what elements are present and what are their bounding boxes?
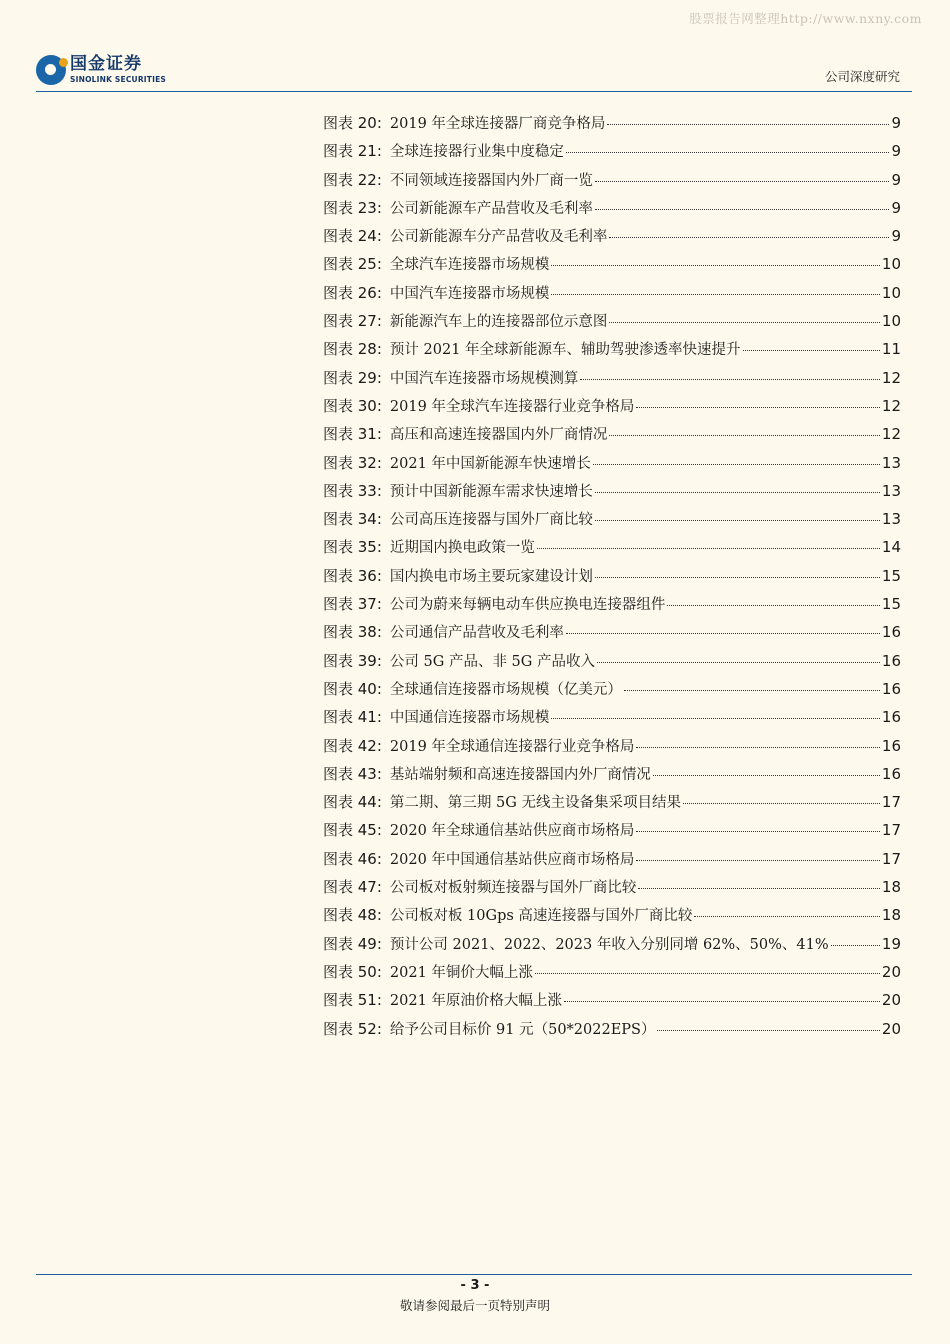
label-colon: : <box>376 453 382 472</box>
page-ref: 12 <box>881 396 901 415</box>
figure-label: 图表 40 <box>323 679 377 698</box>
toc-entry[interactable] <box>323 735 901 763</box>
toc-entry[interactable] <box>323 904 901 932</box>
figure-label: 图表 50 <box>323 962 377 981</box>
label-colon: : <box>376 595 382 614</box>
toc-entry[interactable] <box>323 819 901 847</box>
page-ref: 19 <box>881 934 901 953</box>
figure-label: 图表 26 <box>323 283 377 302</box>
figure-label: 图表 32 <box>323 453 377 472</box>
figure-label: 图表 21 <box>323 142 377 161</box>
dot-leader <box>566 633 880 634</box>
toc-entry[interactable] <box>323 310 901 338</box>
page-ref: 13 <box>881 510 901 529</box>
label-colon: : <box>376 227 382 246</box>
figure-title: 全球通信连接器市场规模（亿美元） <box>389 681 622 698</box>
toc-entry[interactable] <box>323 508 901 536</box>
figure-label: 图表 35 <box>323 538 377 557</box>
dot-leader <box>595 577 880 578</box>
page-ref: 20 <box>881 1019 901 1038</box>
label-colon: : <box>376 736 382 755</box>
page-ref: 13 <box>881 481 901 500</box>
label-colon: : <box>376 340 382 359</box>
dot-leader <box>607 124 889 125</box>
toc-entry[interactable] <box>323 961 901 989</box>
label-colon: : <box>376 255 382 274</box>
figure-title: 2021 年铜价大幅上涨 <box>389 964 533 981</box>
figure-title: 2020 年全球通信基站供应商市场格局 <box>389 823 635 840</box>
page-ref: 20 <box>881 962 901 981</box>
figure-label: 图表 39 <box>323 651 377 670</box>
figure-title: 2020 年中国通信基站供应商市场格局 <box>389 851 635 868</box>
page-ref: 9 <box>891 170 901 189</box>
label-colon: : <box>376 312 382 331</box>
toc-entry[interactable] <box>323 112 901 140</box>
figure-label: 图表 28 <box>323 340 377 359</box>
page-ref: 18 <box>881 906 901 925</box>
logo-name-cn: 国金证券 <box>70 54 142 75</box>
figure-title: 公司高压连接器与国外厂商比较 <box>389 512 593 529</box>
toc-entry[interactable] <box>323 848 901 876</box>
figure-label: 图表 37 <box>323 595 377 614</box>
page-ref: 9 <box>891 114 901 132</box>
figure-title: 2021 年中国新能源车快速增长 <box>389 455 591 472</box>
figure-label: 图表 41 <box>323 708 377 727</box>
dot-leader <box>564 1001 880 1002</box>
toc-entry[interactable] <box>323 452 901 480</box>
page-ref: 16 <box>881 764 901 783</box>
dot-leader <box>683 803 880 804</box>
figure-label: 图表 36 <box>323 566 377 585</box>
page-ref: 16 <box>881 651 901 670</box>
page-ref: 10 <box>881 312 901 331</box>
label-colon: : <box>376 170 382 189</box>
figure-title: 全球汽车连接器市场规模 <box>389 257 550 274</box>
page-ref: 16 <box>881 623 901 642</box>
toc-entry[interactable] <box>323 565 901 593</box>
toc-entry[interactable] <box>323 253 901 281</box>
figure-label: 图表 44 <box>323 793 377 812</box>
figure-label: 图表 23 <box>323 198 377 217</box>
label-colon: : <box>376 623 382 642</box>
figure-label: 图表 52 <box>323 1019 377 1038</box>
label-colon: : <box>376 934 382 953</box>
watermark-text: 股票报告网整理http://www.nxny.com <box>689 11 922 26</box>
dot-leader <box>595 492 880 493</box>
toc-entry[interactable] <box>323 933 901 961</box>
figure-label: 图表 24 <box>323 227 377 246</box>
page-ref: 10 <box>881 255 901 274</box>
figure-title: 中国通信连接器市场规模 <box>389 710 550 727</box>
label-colon: : <box>376 708 382 727</box>
figure-title: 全球连接器行业集中度稳定 <box>389 144 564 161</box>
toc-entry[interactable] <box>323 395 901 423</box>
dot-leader <box>580 379 879 380</box>
toc-entry[interactable] <box>323 367 901 395</box>
page-ref: 17 <box>881 793 901 812</box>
figure-label: 图表 31 <box>323 425 377 444</box>
figure-label: 图表 42 <box>323 736 377 755</box>
label-colon: : <box>376 510 382 529</box>
toc-entry[interactable] <box>323 282 901 310</box>
figure-title: 国内换电市场主要玩家建设计划 <box>389 568 593 585</box>
dot-leader <box>743 350 880 351</box>
figure-title: 新能源汽车上的连接器部位示意图 <box>389 314 608 331</box>
label-colon: : <box>376 962 382 981</box>
label-colon: : <box>376 425 382 444</box>
toc-entry[interactable] <box>323 480 901 508</box>
figure-title: 高压和高速连接器国内外厂商情况 <box>389 427 608 444</box>
figure-title: 2019 年全球汽车连接器行业竞争格局 <box>389 398 635 415</box>
toc-entry[interactable] <box>323 876 901 904</box>
dot-leader <box>566 152 890 153</box>
dot-leader <box>597 662 880 663</box>
label-colon: : <box>376 821 382 840</box>
dot-leader <box>535 973 880 974</box>
toc-entry[interactable] <box>323 197 901 225</box>
figure-label: 图表 48 <box>323 906 377 925</box>
page-ref: 12 <box>881 368 901 387</box>
figure-title: 中国汽车连接器市场规模 <box>389 285 550 302</box>
toc-entry[interactable] <box>323 706 901 734</box>
label-colon: : <box>376 793 382 812</box>
page-ref: 9 <box>891 142 901 161</box>
dot-leader <box>595 181 890 182</box>
label-colon: : <box>376 114 382 132</box>
dot-leader <box>636 747 879 748</box>
figure-title: 公司板对板射频连接器与国外厂商比较 <box>389 880 637 897</box>
label-colon: : <box>376 764 382 783</box>
logo-name-en: SINOLINK SECURITIES <box>70 75 167 85</box>
dot-leader <box>609 322 879 323</box>
report-type-label: 公司深度研究 <box>824 69 900 84</box>
page-number: - 3 - <box>460 1278 490 1293</box>
page-ref: 17 <box>881 849 901 868</box>
figure-title: 预计中国新能源车需求快速增长 <box>389 483 593 500</box>
figure-title: 公司新能源车产品营收及毛利率 <box>389 200 593 217</box>
label-colon: : <box>376 368 382 387</box>
label-colon: : <box>376 142 382 161</box>
page-ref: 15 <box>881 595 901 614</box>
page-ref: 17 <box>881 821 901 840</box>
label-colon: : <box>376 396 382 415</box>
figure-label: 图表 45 <box>323 821 377 840</box>
toc-entry[interactable] <box>323 763 901 791</box>
label-colon: : <box>376 878 382 897</box>
dot-leader <box>551 265 879 266</box>
toc-entry[interactable] <box>323 650 901 678</box>
label-colon: : <box>376 906 382 925</box>
figure-title: 基站端射频和高速连接器国内外厂商情况 <box>389 766 651 783</box>
page-ref: 13 <box>881 453 901 472</box>
figure-title: 预计公司 2021、2022、2023 年收入分别同增 62%、50%、41% <box>389 936 829 953</box>
toc-entry[interactable] <box>323 169 901 197</box>
dot-leader <box>609 237 889 238</box>
dot-leader <box>609 435 879 436</box>
figure-title: 2019 年全球连接器厂商竞争格局 <box>389 116 606 132</box>
dot-leader <box>694 916 880 917</box>
figure-title: 给予公司目标价 91 元（50*2022EPS） <box>389 1021 656 1038</box>
label-colon: : <box>376 991 382 1010</box>
dot-leader <box>593 464 880 465</box>
disclaimer-note: 敬请参阅最后一页特别声明 <box>399 1298 550 1313</box>
toc-entry[interactable] <box>323 989 901 1017</box>
dot-leader <box>551 718 879 719</box>
page-ref: 16 <box>881 679 901 698</box>
label-colon: : <box>376 198 382 217</box>
dot-leader <box>667 605 879 606</box>
figure-label: 图表 38 <box>323 623 377 642</box>
figure-title: 公司 5G 产品、非 5G 产品收入 <box>389 653 595 670</box>
header-divider <box>36 91 912 92</box>
label-colon: : <box>376 538 382 557</box>
label-colon: : <box>376 566 382 585</box>
figure-title: 公司通信产品营收及毛利率 <box>389 625 564 642</box>
figure-title: 2021 年原油价格大幅上涨 <box>389 993 562 1010</box>
footer-divider <box>36 1274 912 1275</box>
page-ref: 16 <box>881 736 901 755</box>
logo-icon <box>36 55 66 85</box>
page-ref: 10 <box>881 283 901 302</box>
figure-title: 公司新能源车分产品营收及毛利率 <box>389 229 608 246</box>
page-ref: 9 <box>891 227 901 246</box>
figure-label: 图表 43 <box>323 764 377 783</box>
figure-title: 不同领域连接器国内外厂商一览 <box>389 172 593 189</box>
figure-title: 预计 2021 年全球新能源车、辅助驾驶渗透率快速提升 <box>389 342 741 359</box>
dot-leader <box>551 294 879 295</box>
toc-entry[interactable] <box>323 423 901 451</box>
figure-label: 图表 20 <box>323 114 377 132</box>
toc-entry[interactable] <box>323 791 901 819</box>
figure-label: 图表 30 <box>323 396 377 415</box>
page-ref: 12 <box>881 425 901 444</box>
figure-title: 近期国内换电政策一览 <box>389 540 535 557</box>
dot-leader <box>657 1030 879 1031</box>
toc-entry[interactable] <box>323 621 901 649</box>
figure-label: 图表 25 <box>323 255 377 274</box>
figure-label: 图表 33 <box>323 481 377 500</box>
dot-leader <box>537 548 880 549</box>
toc-entry[interactable] <box>323 338 901 366</box>
toc-entry[interactable] <box>323 1018 901 1046</box>
page-ref: 11 <box>881 340 901 359</box>
page-ref: 15 <box>881 566 901 585</box>
dot-leader <box>636 860 879 861</box>
dot-leader <box>636 831 879 832</box>
figure-label: 图表 27 <box>323 312 377 331</box>
label-colon: : <box>376 651 382 670</box>
dot-leader <box>831 945 880 946</box>
toc-entry[interactable] <box>323 140 901 168</box>
label-colon: : <box>376 1019 382 1038</box>
label-colon: : <box>376 283 382 302</box>
figure-label: 图表 51 <box>323 991 377 1010</box>
page-ref: 9 <box>891 198 901 217</box>
dot-leader <box>638 888 879 889</box>
page-ref: 20 <box>881 991 901 1010</box>
figure-title: 公司板对板 10Gps 高速连接器与国外厂商比较 <box>389 908 693 925</box>
dot-leader <box>624 690 880 691</box>
figure-label: 图表 46 <box>323 849 377 868</box>
page-ref: 14 <box>881 538 901 557</box>
dot-leader <box>653 775 880 776</box>
page-ref: 16 <box>881 708 901 727</box>
page-ref: 18 <box>881 878 901 897</box>
figure-title: 第二期、第三期 5G 无线主设备集采项目结果 <box>389 795 681 812</box>
company-logo <box>36 55 166 85</box>
label-colon: : <box>376 481 382 500</box>
toc-entry[interactable] <box>323 678 901 706</box>
figure-label: 图表 34 <box>323 510 377 529</box>
dot-leader <box>595 209 890 210</box>
figure-title: 公司为蔚来每辆电动车供应换电连接器组件 <box>389 597 666 614</box>
figure-label: 图表 29 <box>323 368 377 387</box>
toc-entry[interactable] <box>323 593 901 621</box>
dot-leader <box>595 520 880 521</box>
label-colon: : <box>376 679 382 698</box>
figure-title: 中国汽车连接器市场规模测算 <box>389 370 579 387</box>
toc-entry[interactable] <box>323 536 901 564</box>
label-colon: : <box>376 849 382 868</box>
figure-label: 图表 47 <box>323 878 377 897</box>
toc-entry[interactable] <box>323 225 901 253</box>
figure-label: 图表 49 <box>323 934 377 953</box>
figure-label: 图表 22 <box>323 170 377 189</box>
dot-leader <box>636 407 879 408</box>
figure-list <box>323 112 901 1046</box>
figure-title: 2019 年全球通信连接器行业竞争格局 <box>389 738 635 755</box>
